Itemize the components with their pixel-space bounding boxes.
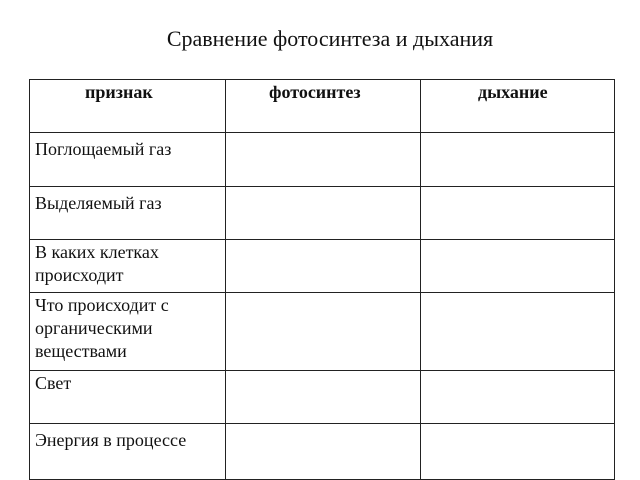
page-title: Сравнение фотосинтеза и дыхания — [166, 26, 494, 51]
cell-respiration-absorbed-gas[interactable] — [421, 133, 615, 187]
row-label-energy: Энергия в процессе — [30, 424, 226, 480]
column-header-respiration: дыхание — [421, 80, 615, 133]
table-row — [30, 424, 615, 480]
table-row — [30, 187, 615, 240]
column-header-photosynthesis: фотосинтез — [226, 80, 421, 133]
table-row — [30, 371, 615, 424]
row-label-organic-matter: Что происходит с органическими веществами — [30, 293, 226, 371]
cell-photosynthesis-light[interactable] — [226, 371, 421, 424]
cell-respiration-light[interactable] — [421, 371, 615, 424]
cell-photosynthesis-released-gas[interactable] — [226, 187, 421, 240]
row-label-absorbed-gas: Поглощаемый газ — [30, 133, 226, 187]
cell-respiration-organic-matter[interactable] — [421, 293, 615, 371]
cell-photosynthesis-cells[interactable] — [226, 240, 421, 293]
comparison-table — [29, 79, 615, 480]
column-header-feature: признак — [30, 80, 226, 133]
table-header-row — [30, 80, 615, 133]
table-row — [30, 240, 615, 293]
row-label-released-gas: Выделяемый газ — [30, 187, 226, 240]
table-row — [30, 293, 615, 371]
cell-respiration-released-gas[interactable] — [421, 187, 615, 240]
cell-photosynthesis-energy[interactable] — [226, 424, 421, 480]
cell-photosynthesis-organic-matter[interactable] — [226, 293, 421, 371]
table-row — [30, 133, 615, 187]
row-label-light: Свет — [30, 371, 226, 424]
cell-respiration-cells[interactable] — [421, 240, 615, 293]
cell-respiration-energy[interactable] — [421, 424, 615, 480]
row-label-cells: В каких клетках происходит — [30, 240, 226, 293]
cell-photosynthesis-absorbed-gas[interactable] — [226, 133, 421, 187]
